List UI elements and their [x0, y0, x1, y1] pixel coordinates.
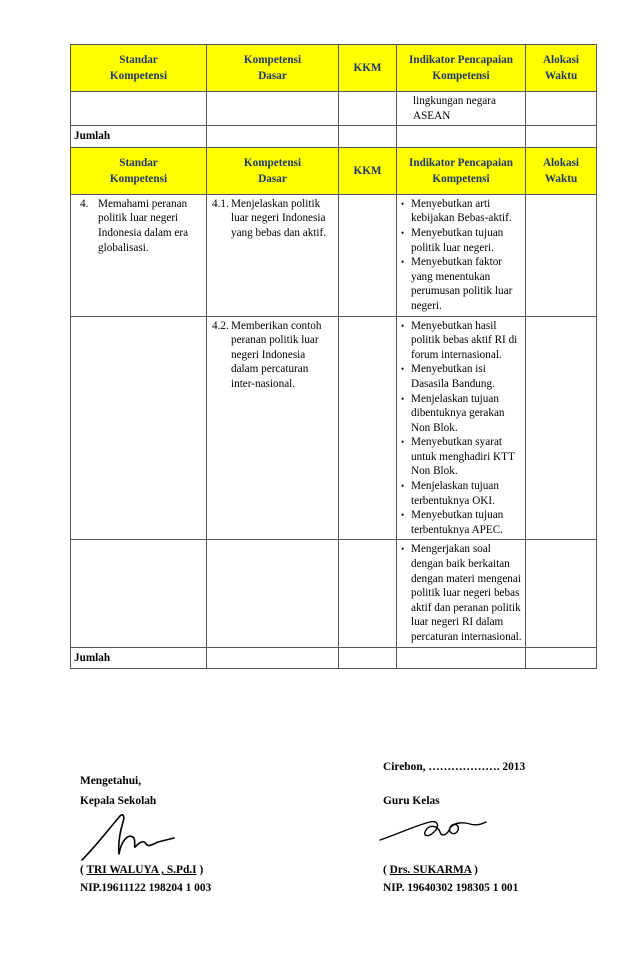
header-kompetensi-dasar: Kompetensi Dasar	[207, 147, 339, 194]
guru-kelas-label: Guru Kelas	[383, 795, 440, 807]
jumlah-row	[71, 126, 597, 148]
teacher-signature-icon	[378, 812, 488, 848]
header-kkm: KKM	[339, 147, 397, 194]
header-kkm: KKM	[339, 45, 397, 92]
list-item: • Menjelaskan tujuan terbentuknya OKI.	[401, 480, 499, 507]
headmaster-name: ( TRI WALUYA , S.Pd.I )	[80, 864, 204, 876]
table-row	[71, 316, 597, 540]
header-kompetensi-dasar: Kompetensi Dasar	[207, 45, 339, 92]
jumlah-label: Jumlah	[71, 126, 207, 148]
kepala-sekolah-label: Kepala Sekolah	[80, 795, 157, 807]
indikator-cell	[397, 540, 526, 647]
place-date: Cirebon, ………………. 2013	[383, 761, 526, 773]
teacher-name: ( Drs. SUKARMA )	[383, 864, 478, 876]
header-standar-kompetensi: Standar Kompetensi	[71, 45, 207, 92]
list-item: • Menyebutkan isi Dasasila Bandung.	[401, 363, 495, 390]
headmaster-nip: NIP.19611122 198204 1 003	[80, 882, 212, 894]
list-item: • Menjelaskan tujuan dibentuknya gerakan Non Blok.	[401, 392, 505, 434]
table-row	[71, 540, 597, 647]
header-indikator: Indikator Pencapaian Kompetensi	[397, 147, 526, 194]
table-header-row	[71, 45, 597, 92]
jumlah-label: Jumlah	[71, 647, 207, 669]
kompetensi-dasar-4-1: 4.1. Menjelaskan politik luar negeri Indonesia yang bebas dan aktif.	[207, 194, 339, 316]
table-row	[71, 92, 597, 126]
list-item: • Mengerjakan soal dengan baik berkaitan dengan materi mengenai politik luar negeri bebas aktif dan peranan politik luar negeri RI dalam percaturan internasional.	[401, 543, 522, 643]
jumlah-row	[71, 647, 597, 669]
mengetahui-label: Mengetahui,	[80, 775, 142, 787]
kompetensi-dasar-4-2: 4.2. Memberikan contoh peranan politik luar negeri Indonesia dalam percaturan inter-nasional.	[207, 316, 339, 540]
standar-kompetensi-4: 4. Memahami peranan politik luar negeri Indonesia dalam era globalisasi.	[71, 194, 207, 316]
indikator-cell	[397, 194, 526, 316]
list-item: • Menyebutkan faktor yang menentukan perumusan politik luar negeri.	[401, 256, 513, 312]
teacher-nip: NIP. 19640302 198305 1 001	[383, 882, 519, 894]
list-item: • Menyebutkan arti kebijakan Bebas-aktif.	[401, 197, 512, 225]
table-header-row-2	[71, 147, 597, 194]
list-item: • Menyebutkan hasil politik bebas aktif RI di forum internasional.	[401, 319, 518, 361]
syllabus-table	[70, 44, 597, 669]
list-item: • Menyebutkan tujuan politik luar negeri.	[401, 226, 504, 254]
table-row	[71, 194, 597, 316]
continuation-indicator: lingkungan negara ASEAN	[397, 92, 526, 126]
header-alokasi-waktu: Alokasi Waktu	[526, 147, 597, 194]
list-item: • Menyebutkan syarat untuk menghadiri KTT Non Blok.	[401, 436, 515, 478]
header-alokasi-waktu: Alokasi Waktu	[526, 45, 597, 92]
header-indikator: Indikator Pencapaian Kompetensi	[397, 45, 526, 92]
indikator-cell	[397, 316, 526, 540]
headmaster-signature-icon	[78, 808, 178, 864]
header-standar-kompetensi: Standar Kompetensi	[71, 147, 207, 194]
list-item: • Menyebutkan tujuan terbentuknya APEC.	[401, 509, 504, 536]
